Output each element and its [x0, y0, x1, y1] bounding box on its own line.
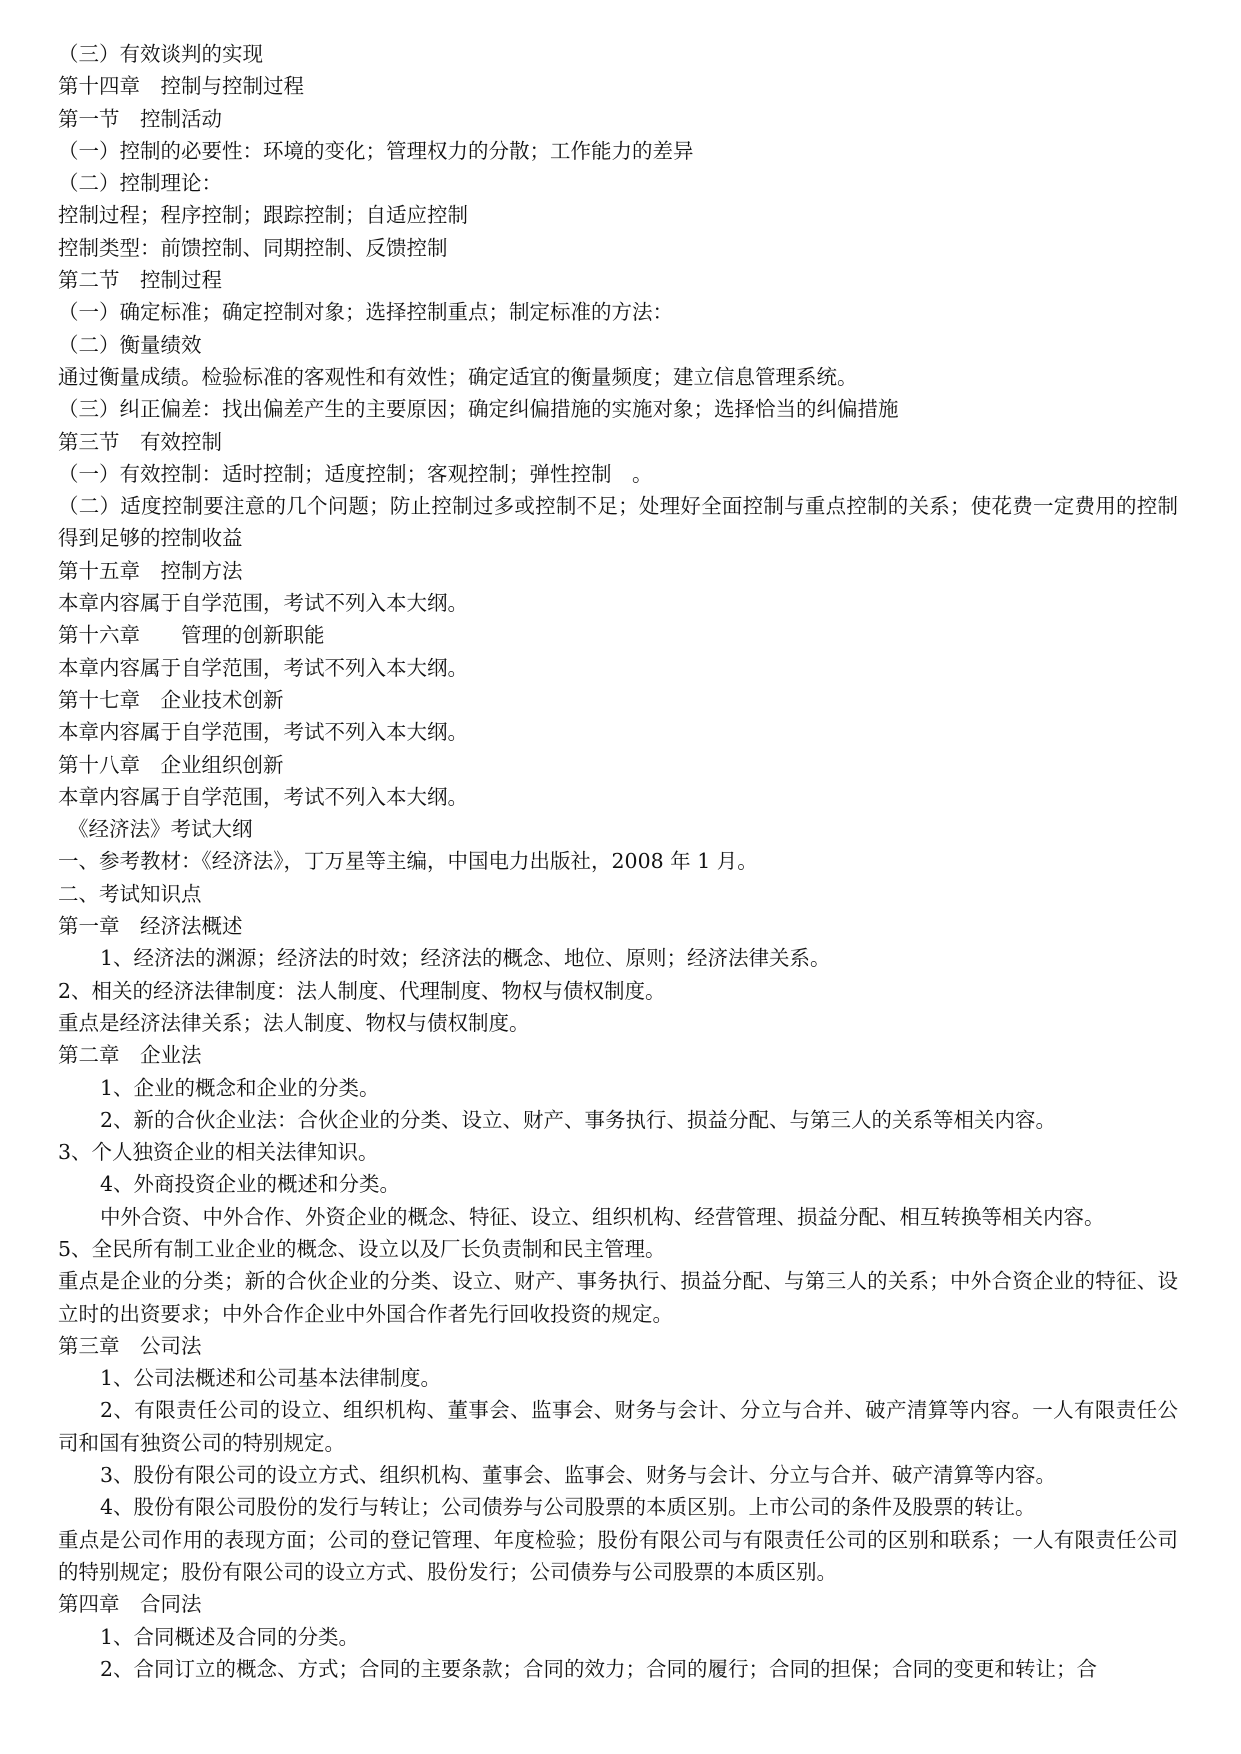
chapter-heading: 第十五章 控制方法 — [58, 558, 243, 583]
list-item: 2、合同订立的概念、方式；合同的主要条款；合同的效力；合同的履行；合同的担保；合同的变更和转让；合 — [100, 1656, 1098, 1681]
list-item: 4、外商投资企业的概述和分类。 — [100, 1172, 401, 1197]
text-line: （一）确定标准；确定控制对象；选择控制重点；制定标准的方法： — [58, 300, 673, 325]
text-line: 重点是经济法律关系；法人制度、物权与债权制度。 — [58, 1010, 530, 1035]
list-item: 1、经济法的渊源；经济法的时效；经济法的概念、地位、原则；经济法律关系。 — [100, 946, 831, 971]
text-line: 本章内容属于自学范围，考试不列入本大纲。 — [58, 720, 468, 745]
list-item: 3、股份有限公司的设立方式、组织机构、董事会、监事会、财务与会计、分立与合并、破产清算等内容。 — [100, 1463, 1057, 1488]
text-line: 本章内容属于自学范围，考试不列入本大纲。 — [58, 784, 468, 809]
section-heading: 第三节 有效控制 — [58, 429, 222, 454]
text-line: 二、考试知识点 — [58, 881, 202, 906]
list-item: 2、新的合伙企业法：合伙企业的分类、设立、财产、事务执行、损益分配、与第三人的关系等相关内容。 — [100, 1107, 1057, 1132]
list-item: 5、全民所有制工业企业的概念、设立以及厂长负责制和民主管理。 — [58, 1236, 666, 1261]
list-item: 3、个人独资企业的相关法律知识。 — [58, 1140, 379, 1165]
text-paragraph: （二）适度控制要注意的几个问题；防止控制过多或控制不足；处理好全面控制与重点控制的关系；使花费一定费用的控制得到足够的控制收益 — [58, 494, 1178, 551]
text-paragraph: 重点是公司作用的表现方面；公司的登记管理、年度检验；股份有限公司与有限责任公司的区别和联系；一人有限责任公司的特别规定；股份有限公司的设立方式、股份发行；公司债券与公司股票的本质区别。 — [58, 1527, 1178, 1584]
chapter-heading: 第四章 合同法 — [58, 1592, 202, 1617]
list-item: 2、相关的经济法律制度：法人制度、代理制度、物权与债权制度。 — [58, 978, 666, 1003]
text-line: （一）有效控制：适时控制；适度控制；客观控制；弹性控制 。 — [58, 461, 653, 486]
document-page — [58, 38, 1178, 1685]
chapter-heading: 第三章 公司法 — [58, 1333, 202, 1358]
text-line: 本章内容属于自学范围，考试不列入本大纲。 — [58, 591, 468, 616]
text-line: 通过衡量成绩。检验标准的客观性和有效性；确定适宜的衡量频度；建立信息管理系统。 — [58, 364, 858, 389]
text-line: （三）有效谈判的实现 — [58, 42, 263, 66]
text-line: （三）纠正偏差：找出偏差产生的主要原因；确定纠偏措施的实施对象；选择恰当的纠偏措施 — [58, 397, 899, 422]
syllabus-title: 《经济法》考试大纲 — [68, 817, 253, 842]
list-item: 1、企业的概念和企业的分类。 — [100, 1075, 380, 1100]
section-heading: 第二节 控制过程 — [58, 268, 222, 293]
text-line: （二）控制理论： — [58, 171, 222, 196]
chapter-heading: 第二章 企业法 — [58, 1043, 202, 1068]
chapter-heading: 第十八章 企业组织创新 — [58, 752, 284, 777]
text-line: 控制类型：前馈控制、同期控制、反馈控制 — [58, 235, 448, 260]
text-line: 中外合资、中外合作、外资企业的概念、特征、设立、组织机构、经营管理、损益分配、相互转换等相关内容。 — [100, 1204, 1105, 1229]
text-line: 本章内容属于自学范围，考试不列入本大纲。 — [58, 655, 468, 680]
list-item: 4、股份有限公司股份的发行与转让；公司债券与公司股票的本质区别。上市公司的条件及股票的转让。 — [100, 1495, 1036, 1520]
chapter-heading: 第十七章 企业技术创新 — [58, 687, 284, 712]
chapter-heading: 第十四章 控制与控制过程 — [58, 74, 304, 99]
list-item: 2、有限责任公司的设立、组织机构、董事会、监事会、财务与会计、分立与合并、破产清算等内容。一人有限责任公司和国有独资公司的特别规定。 — [58, 1398, 1178, 1455]
text-paragraph: 重点是企业的分类；新的合伙企业的分类、设立、财产、事务执行、损益分配、与第三人的关系；中外合资企业的特征、设立时的出资要求；中外合作企业中外国合作者先行回收投资的规定。 — [58, 1269, 1178, 1326]
section-heading: 第一节 控制活动 — [58, 106, 222, 131]
list-item: 1、合同概述及合同的分类。 — [100, 1624, 360, 1649]
chapter-heading: 第一章 经济法概述 — [58, 914, 243, 939]
chapter-heading: 第十六章 管理的创新职能 — [58, 623, 325, 648]
list-item: 1、公司法概述和公司基本法律制度。 — [100, 1366, 442, 1391]
text-line: （一）控制的必要性：环境的变化；管理权力的分散；工作能力的差异 — [58, 138, 694, 163]
text-line: （二）衡量绩效 — [58, 332, 202, 357]
text-line: 控制过程；程序控制；跟踪控制；自适应控制 — [58, 203, 468, 228]
text-line: 一、参考教材：《经济法》，丁万星等主编，中国电力出版社，2008 年 1 月。 — [58, 849, 758, 874]
